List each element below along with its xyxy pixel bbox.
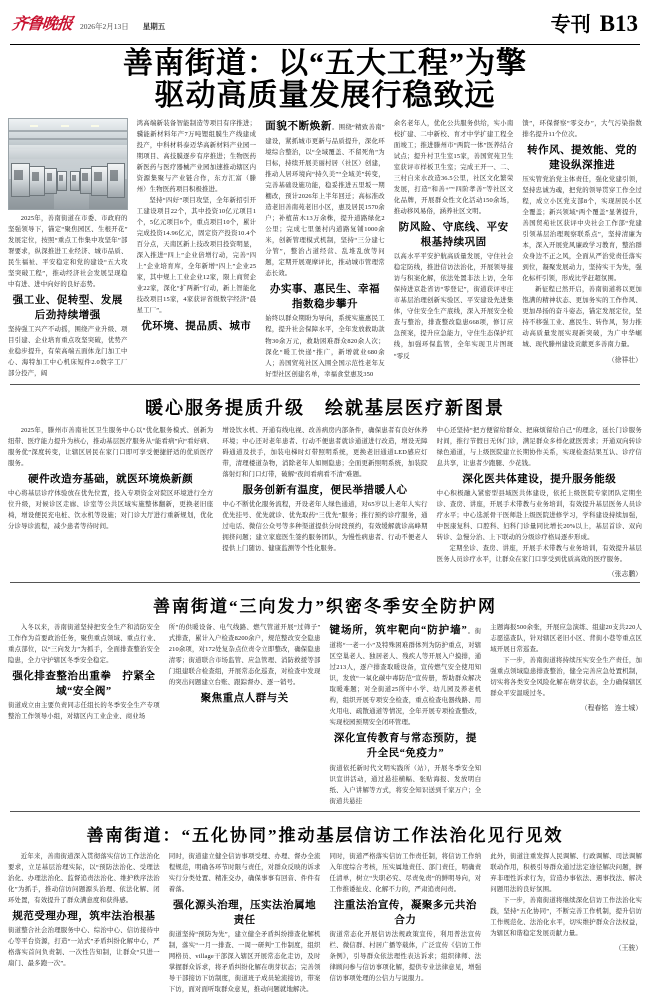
article-1-c3-p2: 始终以群众期盼为导向，系统实施惠民工程，提升社会保障水平，全年发放救助款物30余万元，救助困难群众820余人次；深化“暖工快递”推广，新增就业680余人；善国贸苑社区入围全国示范性老年友好型社区创建名单，幸福食堂惠及350 [265,315,385,378]
article-3-c3-lead [330,622,482,728]
article-2-c2-p1: 增设饮水机、开通有线电视、改善病房内部条件，确保患者有良好休养环境；中心还对老年患者、行动不便患者就诊通道进行改造，增设无障碍通道及扶手，加装电梯时灯带照明系统，更换老旧通道LED感应灯带，清理楼道杂物，消除老年人如厕隐患；全面更新照明系统，加装院落射灯和门口灯带，破解“夜间看病看不清”难题。 [222,426,428,478]
article-1-c3-lead [265,118,385,279]
article-2-c3-p2: 中心积极融入紧密型县域医共体建设，依托上级医院专家团队定期坐诊、查房、讲座，开展手术带教与业务培训，有效提升基层医务人员诊疗水平；中心选派骨干医师赴上级医院进修学习，学科建设持续加强，中医康复科、口腔科、妇科门诊量同比增长20%以上，基层首诊、双向转诊、急慢分治、上下联动的分级诊疗格局逐步形成。 [436,489,642,541]
article-divider-1 [10,384,640,385]
photo-wrap [8,118,128,210]
headline-line-2: 驱动高质量发展行稳致远 [154,79,496,113]
article-4-c3-p1: 同时，街道严格落实信访工作责任制，将信访工作纳入年度综合考核，压实属地责任、部门责任，明确责任清单，树立“失职必究、尽责免责”的鲜明导向，对工作推诿扯皮、化解不力的，严肃追责问责。 [329,852,482,893]
article-3-c1-p1: 入冬以来，善南街道坚持把安全生产和消防安全工作作为首要政治任务，聚焦重点领域、重点行业、重点部位，以“三向发力”为抓手，全面排查整治安全隐患，全力守护辖区冬季安全稳定。 [8,623,160,664]
article-2-col-3 [437,425,642,578]
article-health [8,389,642,578]
article-1-c2-p1: 鸿高端新装备智能制造等项目有序推进；骥能新材料年产7万吨锂组膜生产线建成投产，中科材料泰迈华高新材料产业园一期项目、高技膜逐步有序推进；生物医药新医药与医疗器械产业园加速推动辖区内资源集聚与产业链合作，东方汇富（滕州）生物医药项目积极推进。 [136,119,257,193]
article-4-c2-p1: 同时，街道建立健全信访事项受理、办理、督办全流程规范，明确各环节时限与责任，对群众反映的诉求实行分类处置、精准交办，确保事事有回音、件件有着落。 [168,852,321,893]
article-1-c4-p1: 余名老年人，优化公共服务供给，实小南校扩建、二中新校、育才中学扩建工程全面竣工；推进滕州市“两院一体”医养结合试点；提升村卫生室15家，善国贸苑卫生室获评市样板卫生室；完成王开一、二、三村自来水改造36.5公里，社区文化繁荣发展，打造“和善+”“四阶孝善”等社区文化品牌，开展群众性文化活动150余场，推动移风易俗，涵养社区文明。 [393,119,514,215]
article-1-col-2 [137,118,257,336]
publication-date: 2026年2月13日 [80,21,129,31]
article-4-subhead-3: 注重法治宣传，凝聚多元共治合力 [333,899,477,926]
article-1-subhead-3: 办实事、惠民生、幸福指数稳步攀升 [269,284,380,311]
article-4-col-3 [330,851,482,985]
masthead-right [551,8,638,37]
article-1-c3-body: 。围绕“精致善南”建设，紧抓城市更新与品质提升，深化环境综合整治，以“全域覆盖、不留死角”为目标，持续开展美丽村居（社区）创建，推动人居环境向“持久美”“全域美”转变，完善基础设施功能，稳妥推进五里坂一期棚改，预计2026年上半年回迁；高标准改造老旧善南苑老旧小区，惠及居民1570余户；补植苗木13万余株，提升道路绿化2公里；完成七里堡村内道路复铺1000余米，创新管理模式机制，坚持“三分建七分管”，整治占道经营、乱堆乱放等问题，定期开展观摩评比，推动城市管理常态长效。 [265,123,385,278]
article-2-headline: 暖心服务提质升级 绘就基层医疗新图景 [145,397,505,418]
article-3-subhead-2-cont: 键场所，筑牢靶向“防护墙” [329,624,468,636]
article-3-byline: （程春铭 连士城） [580,705,642,713]
article-2-col-2 [222,425,427,554]
article-3-subhead-3: 深化宣传教育与常态预防，提升全民“免疫力” [333,733,477,760]
article-3-subhead-2: 聚焦重点人群与关 [200,693,289,705]
article-4-col-1 [8,851,160,969]
article-3-col-3 [330,622,482,807]
article-1-col-4 [394,118,514,362]
article-1-subhead-4: 防风险、守底线、平安根基持续巩固 [398,221,509,249]
article-4-c4-p2: 下一步，善南街道将继续深化信访工作法治化实践，坚持“五化协同”，不断完善工作机制，提升信访工作规范化、法治化水平，切实维护群众合法权益，为辖区和谐稳定发展贡献力量。 [490,896,642,937]
article-1-subhead-2-cont: 面貌不断焕新 [265,120,332,132]
article-3-c3-body: 。街道将“一老一小”及特殊困难群体列为防护重点，对辖区空巢老人、独居老人、残疾人等开展入户摸排，通过213人，逐户排查取暖设备，宣传燃气安全使用知识，发放“一氧化碳中毒防范”宣传册，帮助群众解决取暖难题；对全街道25所中小学、幼儿园及养老机构，组织开展专项安全检查，重点检查电器线路、用火用电、疏散通道等情况，全年开展专项检查整改，实现校园预期安全闭环管理。 [329,627,482,727]
factory-workshop-photo [8,118,128,210]
article-4-subhead-2: 强化源头治理，压实法治属地责任 [173,899,317,926]
article-3-c3-p2: 街道依托新时代文明实践所（站），开展冬季安全知识宣讲活动，通过悬挂横幅、张贴海报、发放明白纸、入户讲解等方式，将安全知识送到千家万户；全街道共悬挂 [329,764,482,805]
article-2-c3-p1: 中心还坚持“把方便留给群众、把麻烦留给自己”的理念，延长门诊服务时间，推行节假日无休门诊，满足群众多样化就医需求；开通双向转诊绿色通道，与上级医院建立长期协作关系，实现检查结果互认、诊疗信息共享，让患者少跑腿、少花钱。 [436,426,642,467]
article-1-subhead-1: 强工业、促转型、发展后劲持续增强 [12,294,123,322]
article-2-c2-p2: 中心不断优化服务流程，开设老年人绿色通道，对65岁以上老年人实行优先挂号、优先就诊、优先取药“三优先”服务；推行预约诊疗服务，通过电话、微信公众号等多种渠道提供分时段预约，有效缓解就诊高峰期拥挤问题；建立家庭医生签约服务团队，为慢性病患者、行动不便老人提供上门随访、健康监测等个性化服务。 [222,500,428,552]
section-label: 专刊 [550,13,591,36]
masthead [8,0,642,44]
article-1-byline: （徐祥壮） [607,356,642,364]
article-1-subhead-5: 转作风、提效能、党的建设纵深推进 [527,144,638,172]
article-4-c4-p1: 此外，街道注重发挥人民调解、行政调解、司法调解联动作用，积极引导群众通过法定途径解决问题，摒弃非理性诉求行为，营造办事依法、遇事找法、解决问题用法的良好氛围。 [490,852,642,893]
article-2-columns [8,425,642,578]
article-3-col-4 [490,622,642,712]
article-4-col-2 [169,851,321,995]
article-1-col-5 [522,118,642,364]
publication-weekday: 星期五 [142,21,166,31]
article-2-subhead-1: 硬件改造夯基础，就医环境焕新颜 [28,473,194,485]
article-3-c4-p2: 下一步，善南街道将持续压实安全生产责任，加强重点领域隐患排查整治，健全完善应急处置机制，切实将各类安全风险化解在萌芽状态，全力确保辖区群众平安温暖过冬。 [490,657,642,698]
article-1-c1-p2: 坚持强工兴产不动摇，围绕产业升级、项目引建、企业培育重点攻坚突破，优势产业稳步提升，有荣高端五面体龙门加工中心、海特加工中心机床短件2.0数字工厂部分投产，阔 [8,326,128,378]
article-4-subhead-1: 规范受理办理，筑牢法治根基 [12,910,156,922]
article-3-c1-p2: 街道成立由主要负责同志任组长的冬季安全生产专项整治工作领导小组，对辖区内工业企业、商业场 [8,702,160,721]
article-winter-safety [8,587,642,807]
article-2-col-1 [8,425,213,532]
article-1-col-3 [265,118,385,380]
article-4-col-4 [490,851,642,952]
article-4-headline: 善南街道：“五化协同”推动基层信访工作法治化见行见效 [86,825,564,845]
article-4-columns [8,851,642,995]
article-1-c1-p1: 2025年，善南街道在市委、市政府的坚强领导下，锚定“聚焦园区、生根开花”发展定位，按照“重点工作集中攻坚年”部署要求，纵深推进工业经济、城市品质、民生福祉、平安稳定和党的建设“五大攻坚突破工程”，推动经济社会发展呈现稳中有进、进中向好的良好态势。 [8,214,128,288]
page-number: B13 [599,10,638,36]
article-3-col-1 [8,622,160,723]
article-4-c3-p2: 街道常态化开展信访法规政策宣传，利用普法宣传栏、微信群、村居广播等载体，广泛宣传《信访工作条例》，引导群众依法理性表达诉求；组织律师、法律顾问参与信访事项化解，提供专业法律意见，增强信访事项处理的公信力与说服力。 [329,931,482,983]
article-4-c1-p1: 近年来，善南街道深入贯彻落实信访工作法治化要求，立足基层治理实际，以“预防法治化、受理法治化、办理法治化、监督追责法治化、维护秩序法治化”为抓手，推动信访问题源头治理、依法化解、闭环处置，有效提升了群众满意度和获得感。 [8,852,160,904]
article-1-c5-p1: 馈”，环保督察“零交办”，大气污染指数排名提升11个位次。 [522,119,642,138]
paper-logo: 齐鲁晚报 [10,13,73,33]
article-1-columns [8,118,642,380]
article-divider-2 [10,582,640,583]
headline-line-1: 善南街道：以“五大工程”为擎 [123,47,527,80]
article-2-subhead-3: 深化医共体建设，提升服务能级 [462,473,617,485]
article-2-byline: （张志鹏） [608,570,642,578]
article-2-c1-p2: 中心将基层诊疗体验放在优先位置，投入专项资金对院区环境进行全方位升级，对候诊区走廊、诊室等公共区域实施整体翻新，更换老旧座椅，增设便民充电桩、饮水机等设施；对门诊大厅进行重新规划，优化分诊导诊流程，减少患者等待时间。 [8,489,214,530]
article-3-headline: 善南街道“三向发力”织密冬季安全防护网 [153,596,497,616]
article-2-c3-p3: 定期坐诊、查房、讲座，开展手术带教与业务培训，有效提升基层医务人员诊疗水平，让群众在家门口享受到优质高效的医疗服务。 [436,544,642,563]
article-1-c5-p3: 新征程已然开启，善南街道将以更加饱满的精神状态、更加务实的工作作风、更加昂扬的奋斗姿态，锚定发展定位，坚持不移强工业、惠民生、转作风，努力推动高质量发展实现新突破，为广中华崛城、现代滕州建设贡献更多善南力量。 [522,286,642,349]
article-3-subhead-1: 强化排查整治出重拳 拧紧全域“安全阀” [12,671,156,698]
article-divider-3 [10,811,640,812]
article-3-col-2 [169,622,321,707]
article-1-c2-p2: 坚持“四好”项目攻坚，全年新招引开工建设项目22个，其中投资10亿元项目1个，5亿元项目6个，重点项目10个，累计完成投资14.96亿元，固定资产投资10.4个百分点，天南区新上技改项目投资明显，深入推进“四上”企业倍增行动，完善“四上”企业培育库，全年新增“四上”企业25家，其中规上工业企业12家，限上商贸企业22家，深化“扩两新”行动，新上智能化技改项目15家，4家获评省级数字经济“晨星工厂”。 [136,196,257,315]
article-petition-work [8,816,642,995]
article-1-col-1 [8,118,128,380]
article-3-c4-p1: 主题海报500余张，开展应急演练、组建20支共220人志愿巡查队，针对辖区老旧小区、背街小巷等重点区域开展日常巡查。 [490,623,642,653]
article-4-c1-p2: 街道整合社会治理服务中心、综治中心、信访接待中心等平台资源，打造“一站式”矛盾纠纷化解中心，严格落实首问负责制、一次性告知制，让群众“只进一扇门、最多跑一次”。 [8,926,160,967]
article-3-c2-p1: 所”的供暖设备、电气线路、燃气管道开展“过筛子”式排查，累计入户检查8200余户，规范整改安全隐患210余项，对172处复杂点位责令立即整改，确保隐患清零；街道联合市场监管、应急管理、消防救援等部门组建联合检查组，开展常态化巡查，对检查中发现的突出问题建立台账、跟踪督办、逐一销号。 [168,623,321,687]
article-4-byline: （王骏） [614,944,642,952]
article-2-subhead-2: 服务创新有温度，便民举措暖人心 [242,484,408,496]
article-2-c1-p1: 2025年，滕州市善南社区卫生服务中心以“优化服务模式、创新为纽带、医疗能力提升为核心，推动基层医疗服务从“能看病”向“看好病、服务优”深度转变，让辖区居民在家门口即可享受便捷舒适的优质医疗服务。 [8,426,214,467]
article-3-columns [8,622,642,807]
article-1-c4-p2: 以高水平平安护航高质量发展，守住社会稳定防线，推进信访法治化，开展领导接访与积案化解，依法处置非法上访，全年保持进京赴省访“零登记”，街道获评枣庄市基层治理创新实验区、平安建设先进集体，守住安全生产底线，深入开展安全检查与整治，排查整改隐患668项，修订应急预案，提升应急能力，守住生态保护红线，加强环保监管，全年实现卫片图斑“零反 [393,253,514,360]
article-1-c5-p2: 压实管党治党主体责任，强化党建引领，坚持忠诚为魂，把党的领导贯穿工作全过程，成立小区党支部8个，实现居民小区全覆盖；新兴领域“两个覆盖”显著提升，善国贸苑社区获评中央社会工作部“党建引领基层治理观察联系点”，坚持清廉为本，深入开展党风廉政学习教育，整治群众身边不正之风，全面从严治党责任落实到位，凝聚发展动力，坚持实干为先，强化标杆引领，形成比学赶超氛围。 [522,176,642,283]
article-4-c2-p2: 街道坚持“预防为先”，建立健全矛盾纠纷排查化解机制，落实“一月一排查、一周一研判”工作制度，组织网格员、village干部深入辖区开展常态化走访，及时掌握群众诉求，将矛盾纠纷化解在萌芽状态；完善领导干部接访下访制度，街道班子成员轮流接访，带案下访，面对面听取群众意见，推动问题就地解决。 [168,931,321,994]
masthead-left [12,11,165,34]
article-1-subhead-2: 优环境、提品质、城市 [141,321,252,333]
article-main [8,45,642,380]
article-1-headline [8,45,642,118]
